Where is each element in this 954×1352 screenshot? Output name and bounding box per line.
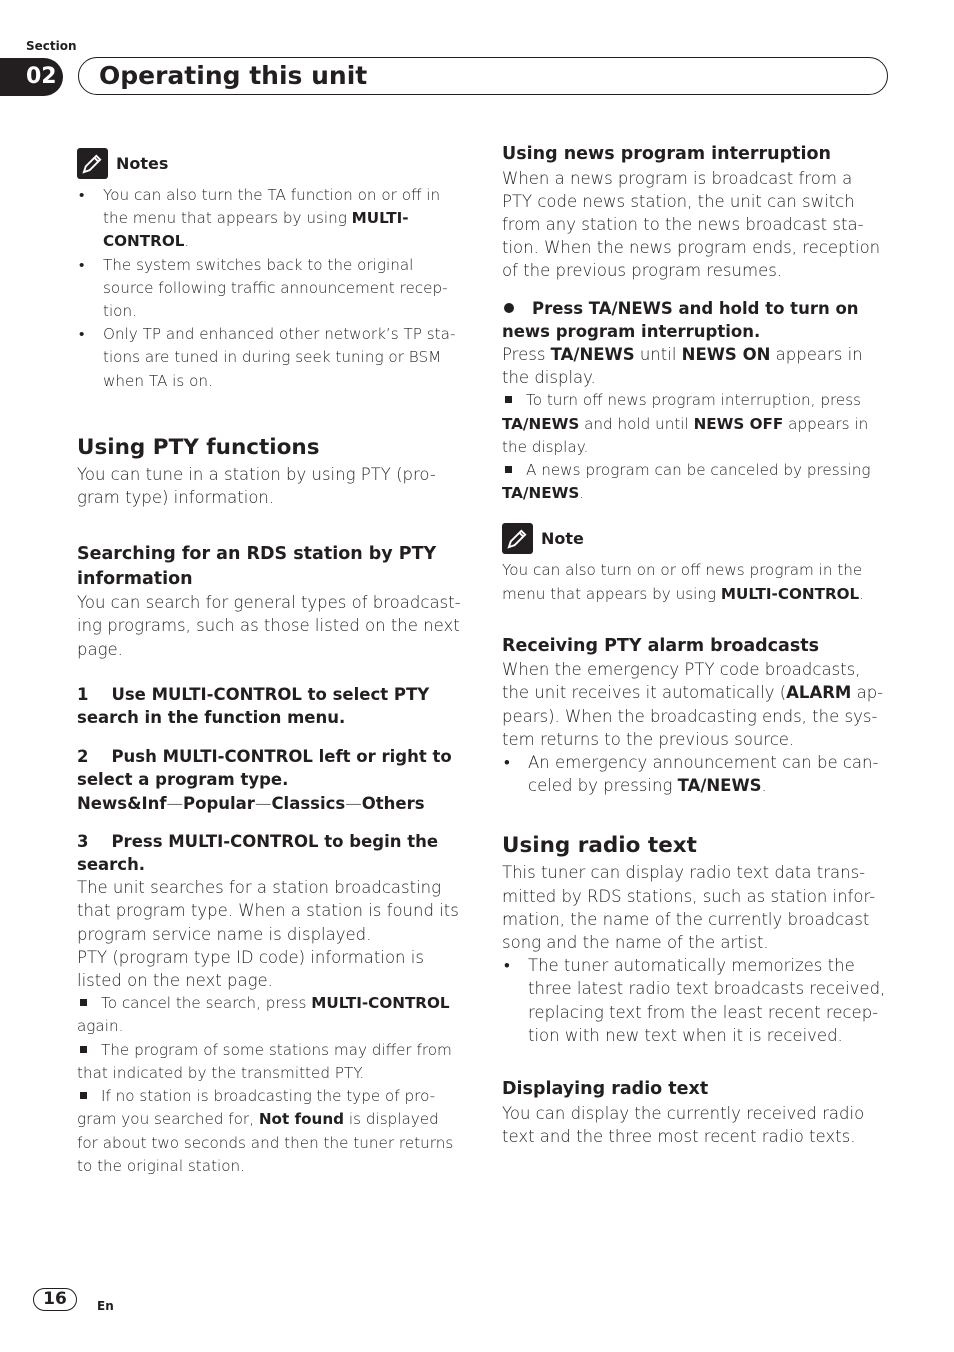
square-bullet-icon	[80, 999, 87, 1006]
notes-label: Notes	[116, 153, 169, 173]
pty-heading: Using PTY functions	[77, 434, 320, 460]
page-number: 16	[33, 1288, 77, 1311]
pencil-note-icon	[77, 148, 108, 179]
display-heading: Displaying radio text	[502, 1079, 709, 1100]
step-3: 3 Press MULTI-CONTROL to begin the search.	[77, 831, 444, 875]
search-heading: Searching for an RDS station by PTY information	[77, 544, 437, 589]
list-item: • You can also turn the TA function on or off in the menu that appears by using MULTI-CONTROL.	[77, 184, 461, 254]
alarm-heading: Receiving PTY alarm broadcasts	[502, 635, 820, 656]
section-label: Section	[26, 39, 77, 53]
list-item: • The system switches back to the original source following traffic announcement recep-tion.	[77, 254, 461, 324]
news-tip-cancel: A news program can be canceled by pressing TA/NEWS.	[502, 460, 871, 503]
display-body: You can display the currently received radio text and the three most recent radio texts.	[502, 1103, 865, 1146]
note-header	[502, 521, 886, 555]
news-step: Press TA/NEWS and hold to turn on news program interruption.	[502, 298, 859, 341]
step-2: 2 Push MULTI-CONTROL left or right to select a program type.	[77, 747, 458, 790]
pencil-note-icon	[502, 523, 533, 554]
alarm-list	[502, 751, 886, 797]
title-box	[78, 57, 888, 95]
tip-cancel-search: To cancel the search, press MULTI-CONTROL again.	[77, 994, 450, 1036]
news-tip-turn-off: To turn off news program interruption, press TA/NEWS and hold until NEWS OFF appears in the display.	[502, 391, 869, 456]
round-bullet-icon	[504, 303, 514, 313]
tip-not-found: If no station is broadcasting the type of pro-gram you searched for, Not found is displayed for about two seconds and then the tuner returns to the original station.	[77, 1087, 454, 1175]
radio-text-body: This tuner can display radio text data trans-mitted by RDS stations, such as station infor-mation, the name of the currently broadcast song and the name of the artist.	[502, 863, 876, 953]
square-bullet-icon	[505, 466, 512, 473]
left-column	[77, 142, 461, 1178]
right-column	[502, 142, 886, 1148]
page-title: Operating this unit	[99, 61, 368, 90]
list-item: • The tuner automatically memorizes the three latest radio text broadcasts received, replacing text from the least recent recep-tion with new text when it is received.	[502, 954, 886, 1047]
list-item: • An emergency announcement can be can-celed by pressing TA/NEWS.	[502, 751, 886, 797]
news-heading: Using news program interruption	[502, 144, 831, 164]
note-text: You can also turn on or off news program in the menu that appears by using MULTI-CONTROL.	[502, 561, 865, 603]
news-body: When a news program is broadcast from a PTY code news station, the unit can switch from any station to the news broadcast sta-tion. When the news program ends, reception of the previous program resumes.	[502, 168, 881, 281]
note-label: Note	[541, 528, 584, 548]
tip-program-differ: The program of some stations may differ from that indicated by the transmitted PTY.	[77, 1040, 452, 1082]
list-item: • Only TP and enhanced other network’s TP sta-tions are tuned in during seek tuning or BSM when TA is on.	[77, 323, 461, 393]
program-types: News&Inf—Popular—Classics—Others	[77, 793, 425, 813]
square-bullet-icon	[80, 1046, 87, 1053]
pty-intro: You can tune in a station by using PTY (pro-gram type) information.	[77, 464, 436, 508]
search-intro: You can search for general types of broadcast-ing programs, such as those listed on the next page.	[77, 593, 461, 659]
news-press: Press TA/NEWS until NEWS ON appears in the display.	[502, 344, 863, 388]
radio-text-list	[502, 954, 886, 1047]
radio-text-heading: Using radio text	[502, 833, 697, 859]
language-label: En	[97, 1299, 114, 1313]
step-1: 1 Use MULTI-CONTROL to select PTY search in the function menu.	[77, 684, 435, 728]
notes-header	[77, 146, 461, 180]
notes-list	[77, 184, 461, 393]
section-number-tab: 02	[0, 58, 63, 96]
step-3-body-2: PTY (program type ID code) information is listed on the next page.	[77, 947, 424, 991]
alarm-body: When the emergency PTY code broadcasts, the unit receives it automatically (ALARM ap-pears). When the broadcasting ends, the sys-tem returns to the previous source.	[502, 660, 884, 749]
step-3-body-1: The unit searches for a station broadcasting that program type. When a station is found its program service name is displayed.	[77, 878, 459, 944]
square-bullet-icon	[505, 396, 512, 403]
square-bullet-icon	[80, 1092, 87, 1099]
